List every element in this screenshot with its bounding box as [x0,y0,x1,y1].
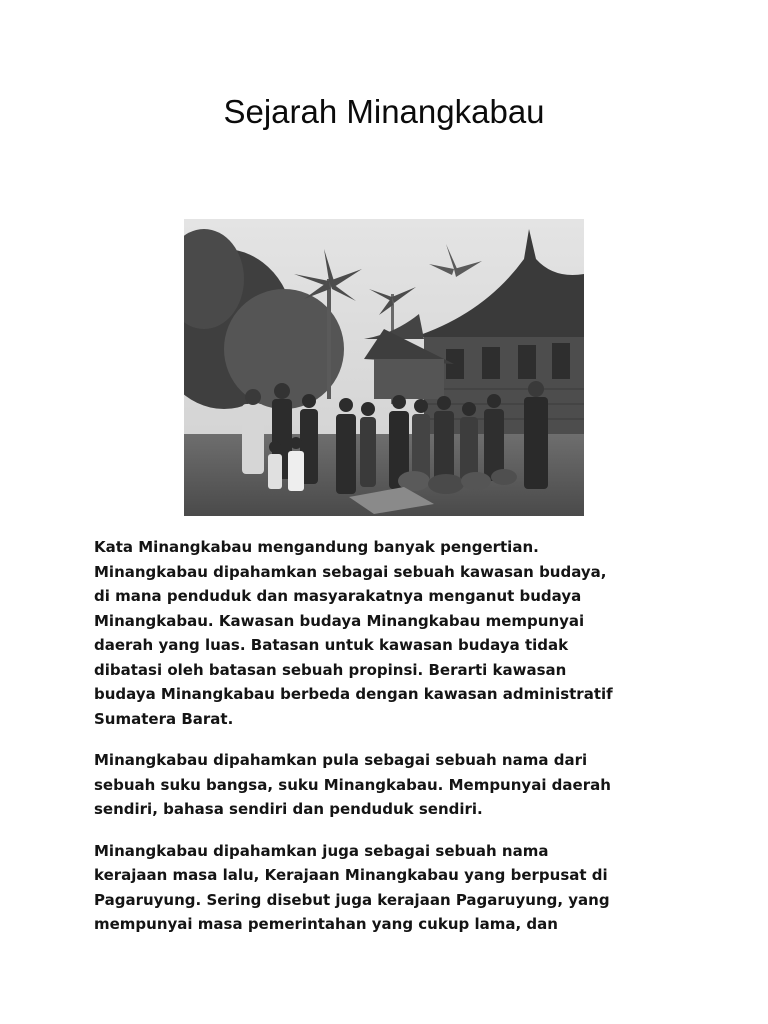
historical-photo [184,219,584,516]
text-line: budaya Minangkabau berbeda dengan kawasan administratif [94,685,613,703]
text-line: kerajaan masa lalu, Kerajaan Minangkabau yang berpusat di [94,866,608,884]
paragraph-2 [94,748,694,822]
text-line: Minangkabau dipahamkan juga sebagai sebuah nama [94,841,549,860]
historical-photo-icon [184,219,584,516]
page-title: Sejarah Minangkabau [223,93,545,130]
text-line: dibatasi oleh batasan sebuah propinsi. Berarti kawasan [94,660,567,679]
text-line: Minangkabau dipahamkan sebagai sebuah kawasan budaya, [94,562,607,581]
text-line: sebuah suku bangsa, suku Minangkabau. Mempunyai daerah [94,775,611,794]
paragraph-3 [94,839,694,937]
text-line: daerah yang luas. Batasan untuk kawasan budaya tidak [94,636,569,654]
text-line: Pagaruyung. Sering disebut juga kerajaan Pagaruyung, yang [94,890,610,909]
text-line: Sumatera Barat. [94,709,234,728]
text-line: Minangkabau dipahamkan pula sebagai sebuah nama dari [94,751,588,769]
text-line: mempunyai masa pemerintahan yang cukup lama, dan [94,915,558,933]
text-line: di mana penduduk dan masyarakatnya menganut budaya [94,587,582,605]
text-line: sendiri, bahasa sendiri dan penduduk sendiri. [94,800,483,818]
article-body [94,535,694,954]
text-line: Minangkabau. Kawasan budaya Minangkabau mempunyai [94,611,585,630]
text-line: Kata Minangkabau mengandung banyak pengertian. [94,538,539,556]
paragraph-1 [94,535,694,731]
